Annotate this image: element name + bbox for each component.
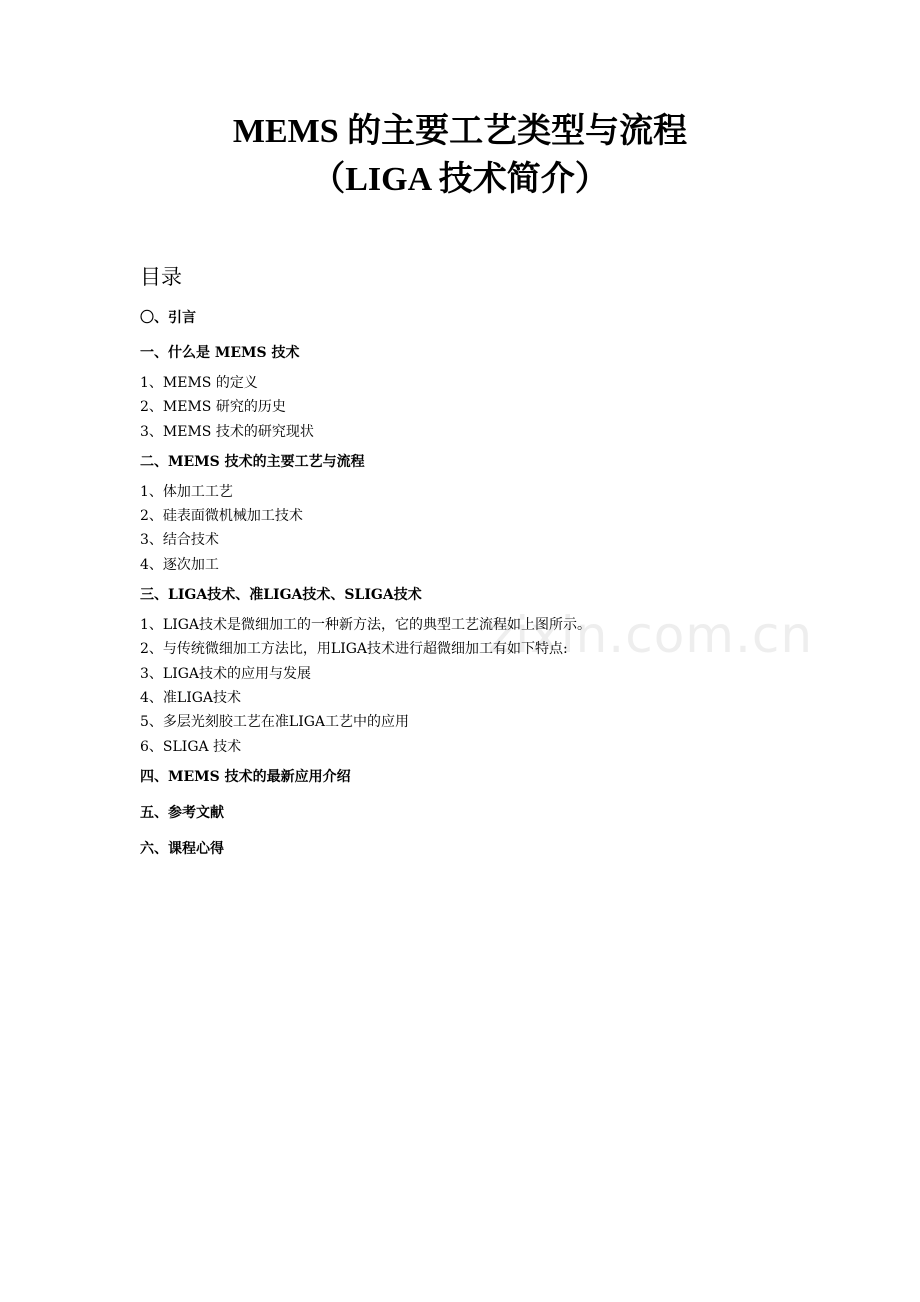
toc-item: 6、SLIGA 技术 xyxy=(140,738,242,755)
watermark: zixin.com.cn xyxy=(488,606,814,664)
title-line-1: MEMS 的主要工艺类型与流程 xyxy=(232,113,688,150)
toc-section-3: 三、LIGA技术、准LIGA技术、SLIGA技术 xyxy=(140,587,422,604)
toc-item: 1、MEMS 的定义 xyxy=(140,375,258,391)
toc-item: 2、MEMS 研究的历史 xyxy=(140,399,286,416)
toc-section-5: 五、参考文献 xyxy=(140,804,224,821)
toc-section-4: 四、MEMS 技术的最新应用介绍 xyxy=(140,768,351,785)
toc-section-1: 一、什么是 MEMS 技术 xyxy=(140,345,300,361)
toc-item: 3、结合技术 xyxy=(140,532,219,549)
title-line-2: （LIGA 技术简介） xyxy=(311,161,609,198)
document-title xyxy=(0,108,920,204)
toc-item: 3、MEMS 技术的研究现状 xyxy=(140,423,314,440)
toc-section-6: 六、课程心得 xyxy=(140,840,224,857)
toc-item: 4、准LIGA技术 xyxy=(140,689,242,706)
toc-item: 5、多层光刻胶工艺在准LIGA工艺中的应用 xyxy=(140,714,410,731)
toc-item: 3、LIGA技术的应用与发展 xyxy=(140,665,312,682)
toc-section-3-items xyxy=(140,613,860,759)
toc-heading: 目录 xyxy=(140,265,182,289)
toc-item: 1、体加工工艺 xyxy=(140,483,233,500)
toc-item: 2、硅表面微机械加工技术 xyxy=(140,508,303,525)
toc-item: 2、与传统微细加工方法比，用LIGA技术进行超微细加工有如下特点: xyxy=(140,641,568,658)
toc-section-intro: 〇、引言 xyxy=(140,310,196,326)
toc-section-2: 二、MEMS 技术的主要工艺与流程 xyxy=(140,453,365,470)
toc-item: 4、逐次加工 xyxy=(140,556,219,573)
table-of-contents xyxy=(140,262,860,861)
toc-item: 1、LIGA技术是微细加工的一种新方法，它的典型工艺流程如上图所示。 xyxy=(140,617,592,634)
toc-section-1-items xyxy=(140,371,860,444)
toc-section-2-items xyxy=(140,480,860,577)
